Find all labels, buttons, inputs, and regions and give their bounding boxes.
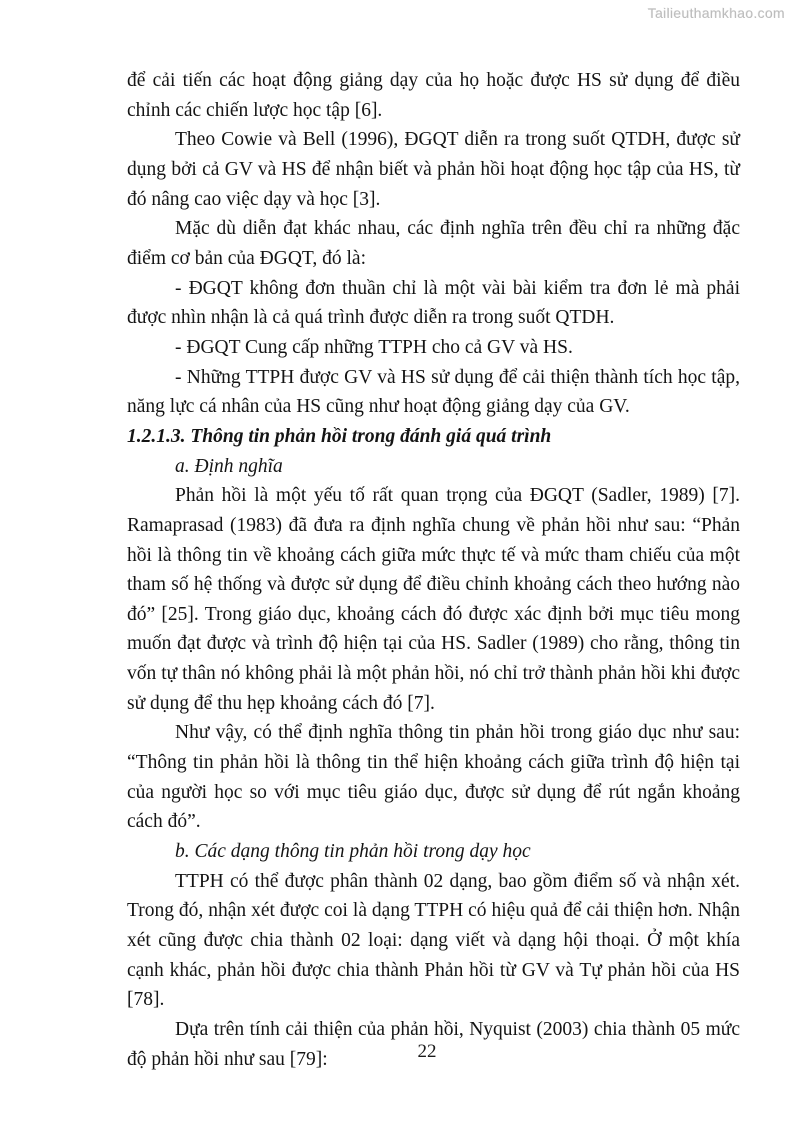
page-number: 22	[417, 1041, 437, 1062]
paragraph: Theo Cowie và Bell (1996), ĐGQT diễn ra trong suốt QTDH, được sử dụng bởi cả GV và HS để nhận biết và phản hồi hoạt động học tập của HS, từ đó nâng cao việc dạy và học [3].	[127, 129, 740, 210]
paragraph-continued: để cải tiến các hoạt động giảng dạy của họ hoặc được HS sử dụng để điều chỉnh các chiến lược học tập [6].	[127, 70, 740, 121]
paragraph-dash-item: - ĐGQT không đơn thuần chỉ là một vài bài kiểm tra đơn lẻ mà phải được nhìn nhận là cả quá trình được diễn ra trong suốt QTDH.	[127, 277, 740, 329]
section-heading-1-2-1-3: 1.2.1.3. Thông tin phản hồi trong đánh giá quá trình	[127, 425, 552, 447]
paragraph-dash-item: - ĐGQT Cung cấp những TTPH cho cả GV và HS.	[175, 336, 573, 358]
watermark-site-label: Tailieuthamkhao.com	[647, 5, 785, 21]
subheading-b-cac-dang: b. Các dạng thông tin phản hồi trong dạy học	[175, 841, 531, 863]
subheading-a-dinh-nghia: a. Định nghĩa	[175, 455, 283, 477]
document-body	[127, 66, 740, 1074]
paragraph: Mặc dù diễn đạt khác nhau, các định nghĩa trên đều chỉ ra những đặc điểm cơ bản của ĐGQT, đó là:	[127, 218, 740, 269]
paragraph: TTPH có thể được phân thành 02 dạng, bao gồm điểm số và nhận xét. Trong đó, nhận xét được coi là dạng TTPH có hiệu quả để cải thiện hơn. Nhận xét cũng được chia thành 02 loại: dạng viết và dạng hội thoại. Ở một khía cạnh khác, phản hồi được chia thành Phản hồi từ GV và Tự phản hồi của HS [78].	[127, 870, 740, 1011]
paragraph: Như vậy, có thể định nghĩa thông tin phản hồi trong giáo dục như sau: “Thông tin phản hồi là thông tin thể hiện khoảng cách giữa trình độ hiện tại của người học so với mục tiêu giáo dục, được sử dụng để rút ngắn khoảng cách đó”.	[127, 722, 740, 833]
paragraph: Dựa trên tính cải thiện của phản hồi, Nyquist (2003) chia thành 05 mức độ phản hồi như sau [79]:	[127, 1019, 740, 1070]
paragraph-dash-item: - Những TTPH được GV và HS sử dụng để cải thiện thành tích học tập, năng lực cá nhân của HS cũng như hoạt động giảng dạy của GV.	[127, 366, 740, 418]
paragraph: Phản hồi là một yếu tố rất quan trọng của ĐGQT (Sadler, 1989) [7]. Ramaprasad (1983) đã đưa ra định nghĩa chung về phản hồi như sau: “Phản hồi là thông tin về khoảng cách giữa mức thực tế và mức tham chiếu của một tham số hệ thống và được sử dụng để điều chỉnh khoảng cách theo hướng nào đó” [25]. Trong giáo dục, khoảng cách đó được xác định bởi mục tiêu mong muốn đạt được và trình độ hiện tại của HS. Sadler (1989) cho rằng, thông tin vốn tự thân nó không phải là một phản hồi, nó chỉ trở thành phản hồi khi được sử dụng để thu hẹp khoảng cách đó [7].	[127, 485, 740, 714]
